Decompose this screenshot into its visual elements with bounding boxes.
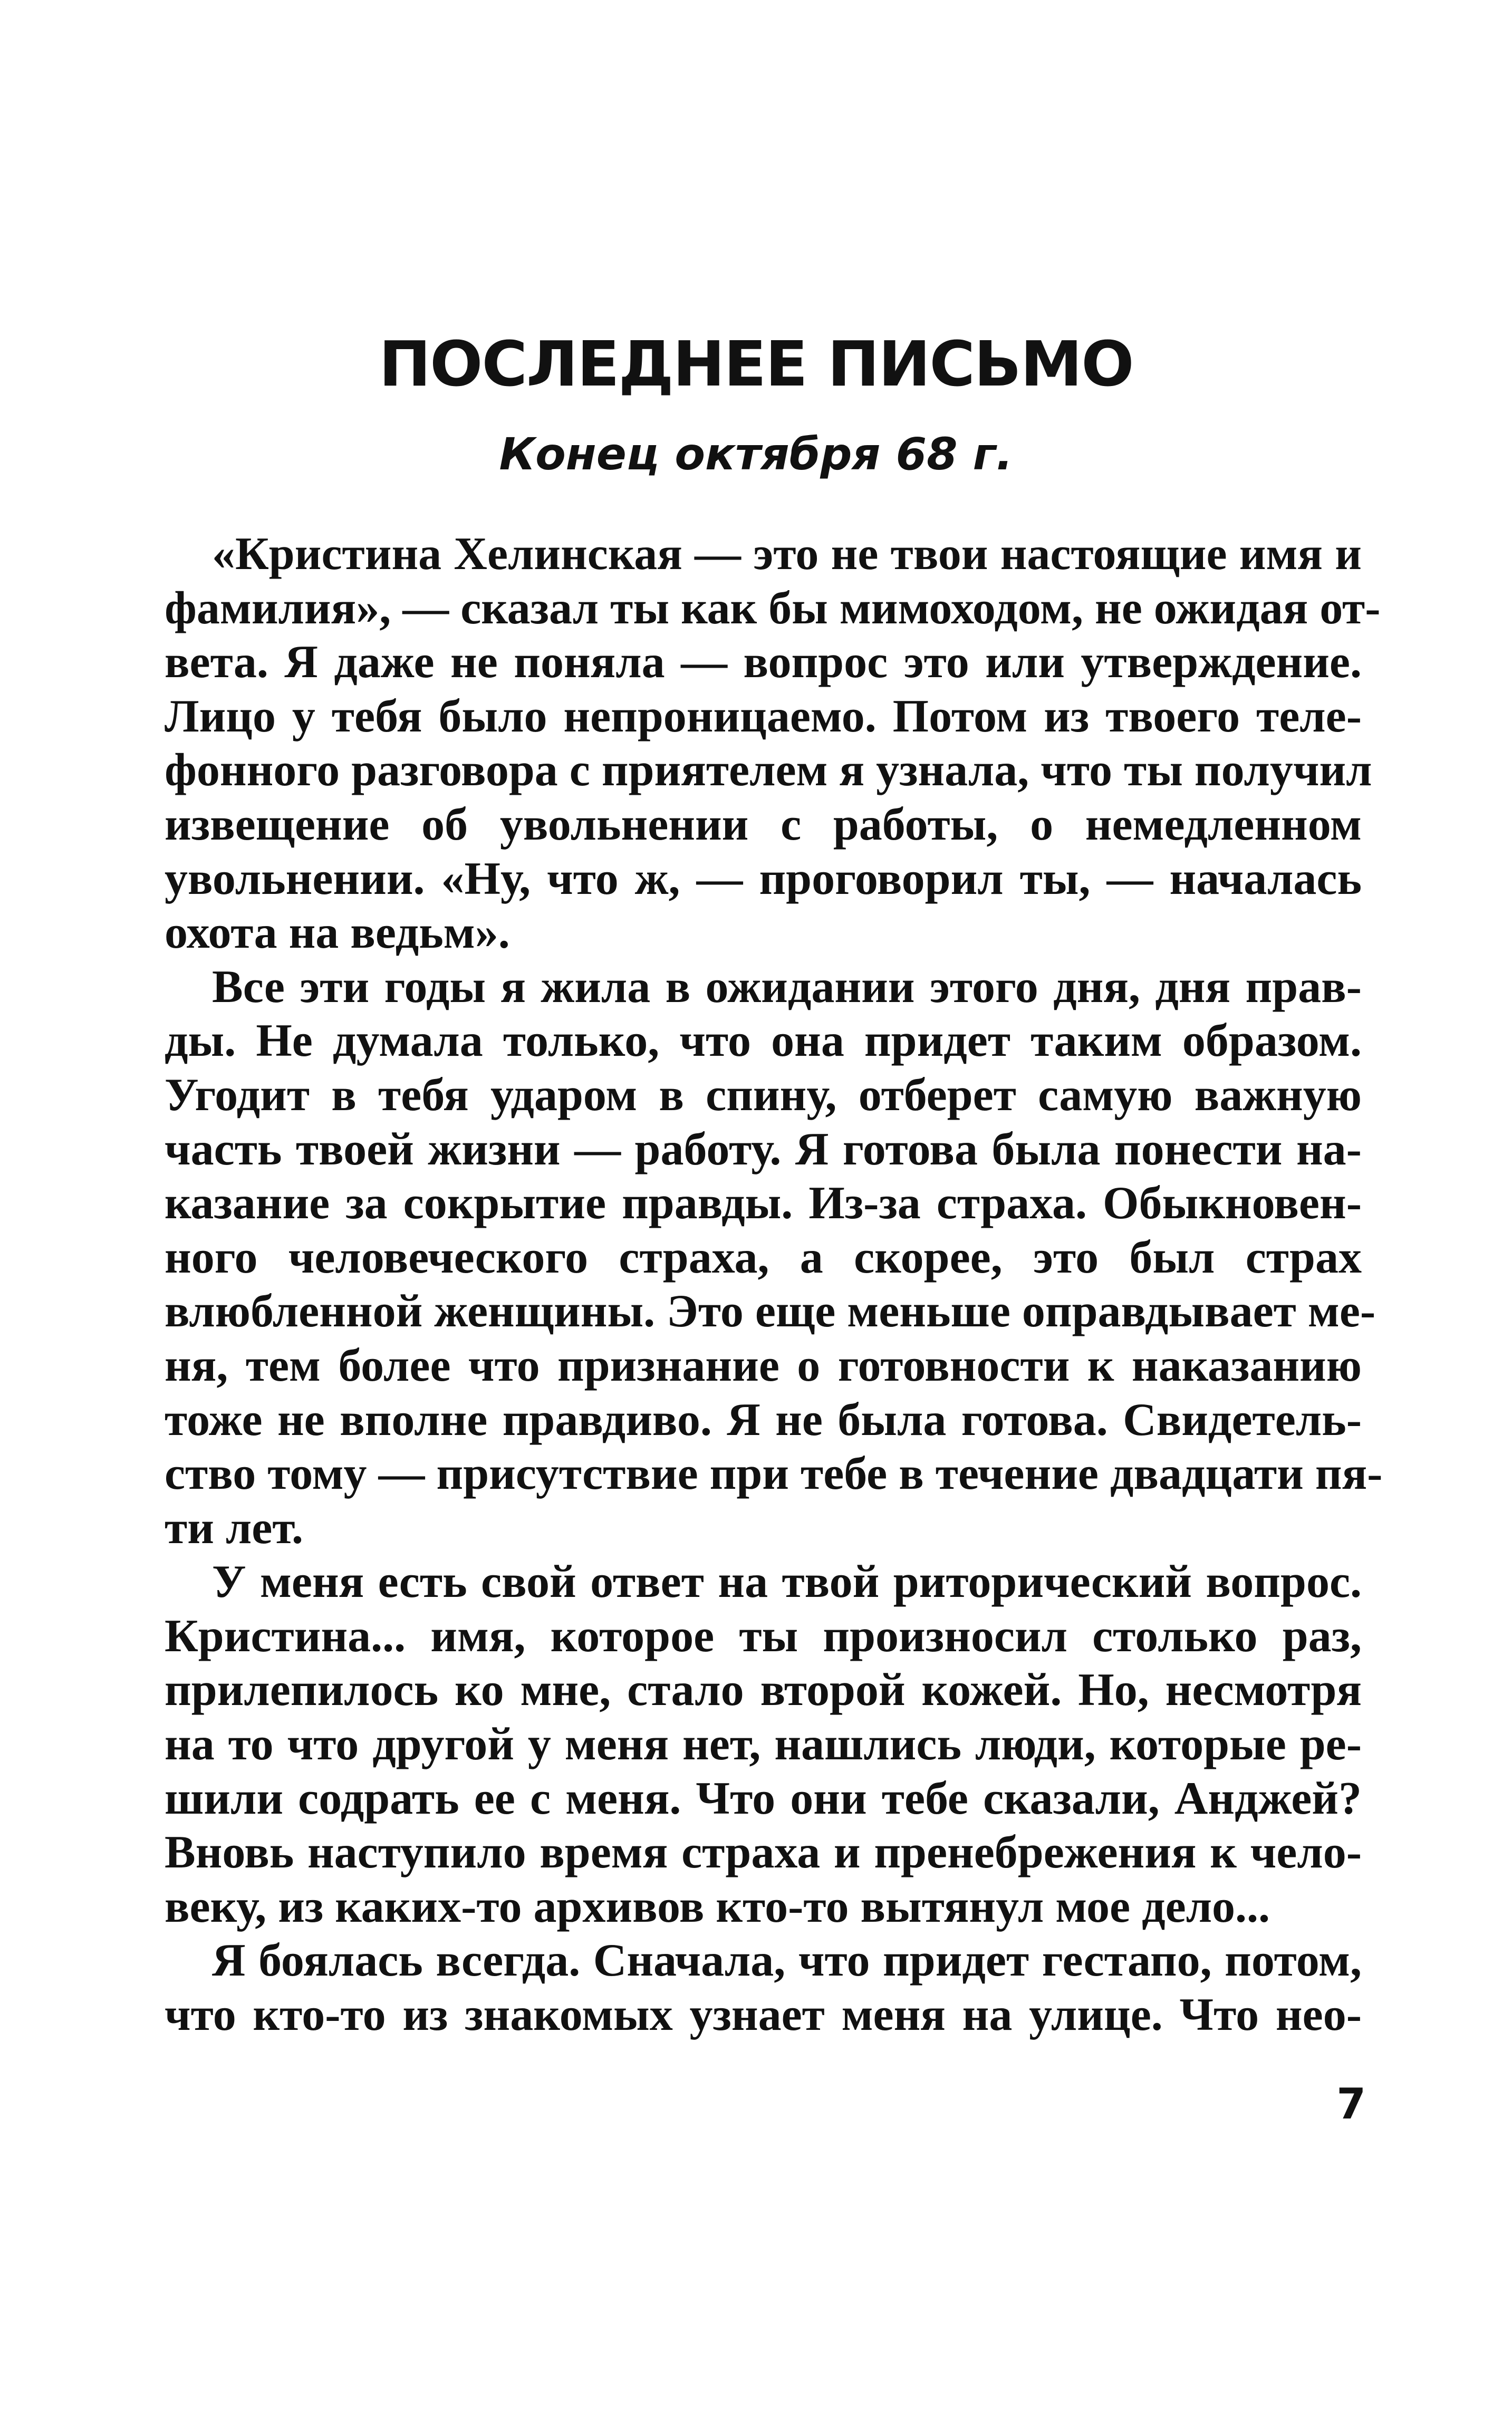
- body-text: [165, 527, 1383, 2043]
- text-line: часть твоей жизни — работу. Я готова была понести на-: [165, 1123, 1362, 1175]
- text-line: извещение об увольнении с работы, о немедленном: [165, 798, 1362, 850]
- text-line: увольнении. «Ну, что ж, — проговорил ты, — началась: [165, 853, 1362, 904]
- text-line: Кристина... имя, которое ты произносил столько раз,: [165, 1610, 1362, 1662]
- text-line: ти лет.: [165, 1502, 303, 1554]
- page-number: 7: [1336, 2079, 1366, 2129]
- text-line: фамилия», — сказал ты как бы мимоходом, не ожидая от-: [165, 582, 1381, 634]
- text-line: Все эти годы я жила в ожидании этого дня, дня прав-: [212, 961, 1362, 1013]
- text-line: Вновь наступило время страха и пренебрежения к чело-: [165, 1827, 1362, 1879]
- text-line: влюбленной женщины. Это еще меньше оправдывает ме-: [165, 1286, 1376, 1337]
- text-line: Я боялась всегда. Сначала, что придет гестапо, потом,: [212, 1935, 1362, 1987]
- text-line: прилепилось ко мне, стало второй кожей. Но, несмотря: [165, 1664, 1362, 1716]
- text-line: фонного разговора с приятелем я узнала, что ты получил: [165, 745, 1372, 796]
- chapter-title: ПОСЛЕДНЕЕ ПИСЬМО: [379, 328, 1133, 400]
- text-line: Лицо у тебя было непроницаемо. Потом из твоего теле-: [165, 690, 1362, 742]
- text-line: ство тому — присутствие при тебе в течение двадцати пя-: [165, 1448, 1383, 1500]
- text-line: вета. Я даже не поняла — вопрос это или утверждение.: [165, 637, 1362, 688]
- text-line: что кто-то из знакомых узнает меня на улице. Что нео-: [165, 1989, 1362, 2041]
- text-line: казание за сокрытие правды. Из-за страха. Обыкновен-: [165, 1178, 1362, 1229]
- text-line: тоже не вполне правдиво. Я не была готова. Свидетель-: [165, 1394, 1362, 1446]
- text-line: шили содрать ее с меня. Что они тебе сказали, Анджей?: [165, 1773, 1362, 1824]
- text-line: охота на ведьм».: [165, 907, 510, 959]
- paragraph: [165, 960, 1383, 1556]
- text-line: Угодит в тебя ударом в спину, отберет самую важную: [165, 1069, 1362, 1121]
- text-line: У меня есть свой ответ на твой риторический вопрос.: [212, 1556, 1362, 1608]
- paragraph: [165, 527, 1381, 960]
- text-line: ня, тем более что признание о готовности к наказанию: [165, 1340, 1362, 1391]
- paragraph: [165, 1555, 1362, 1934]
- text-line: ного человеческого страха, а скорее, это был страх: [165, 1231, 1362, 1283]
- text-line: «Кристина Хелинская — это не твои настоящие имя и: [212, 528, 1362, 580]
- text-line: ды. Не думала только, что она придет таким образом.: [165, 1015, 1362, 1067]
- paragraph: [165, 1934, 1362, 2042]
- chapter-date-subtitle: Конец октября 68 г.: [499, 428, 1013, 480]
- text-line: веку, из каких-то архивов кто-то вытянул мое дело...: [165, 1881, 1270, 1932]
- text-line: на то что другой у меня нет, нашлись люди, которые ре-: [165, 1719, 1362, 1770]
